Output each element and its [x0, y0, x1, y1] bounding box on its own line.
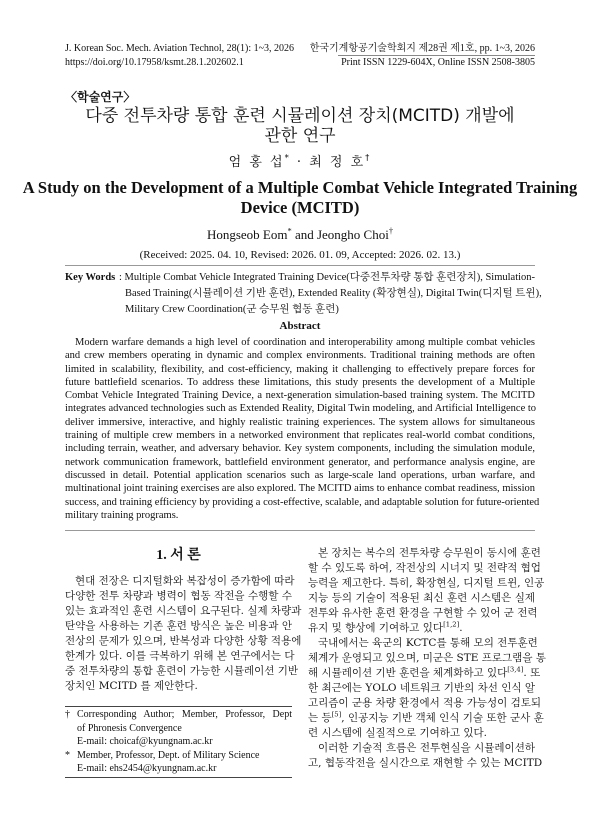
body-text: 있는 효과적인 훈련 시스템이 요구된다. 실제 차량과 — [65, 605, 302, 617]
footnote-mark: † — [65, 709, 70, 720]
body-text: 본 장치는 복수의 전투차량 승무원이 동시에 훈련 — [318, 547, 541, 559]
author-mark: † — [365, 152, 372, 163]
body-text: 지능 등의 기술이 적용된 최신 훈련 시스템은 실제 — [308, 592, 535, 604]
body-text: , 인공지능 기반 객체 인식 기술 또한 군사 훈 — [341, 712, 544, 724]
footnote — [65, 708, 292, 749]
keyword-line: Military Crew Coordination(군 승무원 협동 훈련) — [125, 304, 339, 315]
author-mark: † — [388, 225, 394, 236]
body-line — [308, 651, 546, 666]
body-line — [308, 681, 535, 696]
footnote-mark: * — [65, 749, 70, 761]
body-text: 고, 협동작전을 실시간으로 재현할 수 있는 MCITD — [308, 757, 543, 769]
body-text: 장치인 MCITD 를 제안한다. — [65, 680, 198, 692]
body-line — [308, 576, 545, 591]
author-ko: 최 정 호 — [309, 155, 366, 170]
abstract-line: including terrain, weather, and adversary behavior. Key system components, including the simulation module, — [65, 443, 535, 455]
title-en-line: A Study on the Development of a Multiple Combat Vehicle Integrated Training — [22, 178, 578, 197]
body-text: 한 최근에는 YOLO 네트워크 기반의 차선 인식 알 — [308, 682, 535, 694]
abstract-line: success, and training efficiency by providing a cost-effective, scalable, and adaptable solution for future-oriented — [65, 496, 540, 508]
body-text: 는 등 — [308, 712, 332, 724]
abstract-line: training of multiple crew members in a networked environment that replicates real-world combat conditions, — [65, 430, 535, 442]
issn: Print ISSN 1229-604X, Online ISSN 2508-3805 — [341, 57, 535, 68]
citation: [5] — [331, 710, 342, 719]
title-ko — [0, 106, 600, 146]
author-ko: 엄 홍 섭 — [228, 155, 285, 170]
article-dates: (Received: 2025. 04. 10, Revised: 2026. 01. 09, Accepted: 2026. 02. 13.) — [139, 249, 461, 261]
body-line — [65, 634, 302, 649]
body-text: 능력을 제고한다. 특히, 확장현실, 디지털 트윈, 인공 — [308, 577, 545, 589]
title-en — [0, 178, 600, 218]
body-line — [65, 664, 299, 679]
body-line — [65, 679, 292, 694]
section-heading: 1. 서 론 — [156, 548, 201, 563]
body-text: 탄약을 사용하는 기존 훈련 방식은 높은 비용과 안 — [65, 620, 292, 632]
author-mark: * — [284, 152, 291, 163]
body-text: 유지 및 향상에 기여하고 있다 — [308, 622, 444, 634]
body-text: 국내에서는 육군의 KCTC를 통해 모의 전투훈련 — [318, 637, 538, 649]
body-text: 이러한 기술적 흐름은 전투현실을 시뮬레이션하 — [318, 742, 535, 754]
author-separator: · — [290, 155, 310, 170]
footnote — [65, 749, 292, 776]
body-line — [308, 621, 535, 636]
authors-ko — [0, 151, 600, 170]
abstract-heading: Abstract — [279, 320, 321, 332]
body-text: 현대 전장은 디지털화와 복잡성이 증가함에 따라 — [75, 575, 295, 587]
body-line — [308, 726, 535, 741]
body-text: 중 전투차량의 통합 훈련이 가능한 시뮬레이션 기반 — [65, 665, 299, 677]
body-line — [308, 561, 541, 576]
body-text: 전상의 문제가 있으며, 반복성과 다양한 상황 적용에 — [65, 635, 302, 647]
author-en: Hongseob Eom — [206, 227, 288, 242]
body-line — [308, 591, 535, 606]
body-line — [308, 546, 541, 561]
keywords-label: Key Words — [65, 272, 116, 283]
keywords — [65, 270, 542, 318]
author-mark: * — [287, 225, 292, 236]
body-line — [65, 574, 295, 589]
abstract-line: discussed in detail. Potential application scenarios such as large-scale land operations, urban warfare, and — [65, 469, 535, 481]
title-ko-line: 관한 연구 — [264, 126, 336, 146]
footnote-line: Corresponding Author; Member, Professor, Dept — [77, 709, 292, 720]
footnote-top-rule — [65, 706, 292, 707]
citation: [1,2] — [443, 620, 460, 629]
author-en: Jeongho Choi — [316, 227, 389, 242]
abstract-line: future battlefield scenarios. To address these limitations, this study presents the development of a Multiple — [65, 376, 535, 388]
abstract-line: multinational joint training exercises are also explored. The MCITD aims to enhance combat readiness, mission — [65, 483, 535, 495]
citation: [3,4] — [507, 665, 524, 674]
left-column — [65, 574, 302, 694]
abstract-line: Combat Vehicle Integrated Training Device, a next-generation simulation-based training system. The MCITD — [65, 390, 535, 402]
journal-citation-en: J. Korean Soc. Mech. Aviation Technol, 28(1): 1~3, 2026 — [65, 43, 295, 54]
abstract-line: and crew members operating in dynamic and complex environments. Traditional training methods are often — [65, 350, 535, 362]
body-text: . — [459, 622, 463, 634]
body-text: 체계가 운영되고 있으며, 미군은 STE 프로그램을 통 — [308, 652, 546, 664]
keywords-text — [119, 270, 542, 318]
body-text: . 또 — [523, 667, 541, 679]
body-line — [65, 619, 292, 634]
title-en-line: Device (MCITD) — [240, 198, 360, 217]
footnote-line: E-mail: ehs2454@kyungnam.ac.kr — [77, 763, 217, 775]
body-text: 련 시스템에 실질적으로 기여하고 있다. — [308, 727, 487, 739]
body-line — [65, 649, 295, 664]
footnote-line: Member, Professor, Dept. of Military Science — [77, 749, 260, 761]
authors-en — [0, 227, 600, 243]
keyword-line: Based Training(시뮬레이션 기반 훈련), Extended Reality (확장현실), Digital Twin(디지털 트윈), — [125, 288, 542, 299]
right-column — [308, 546, 546, 771]
title-ko-line: 다중 전투차량 통합 훈련 시뮬레이션 장치(MCITD) 개발에 — [85, 106, 515, 126]
body-text: 할 수 있도록 하여, 작전상의 시너지 및 전략적 협업 — [308, 562, 541, 574]
footnote-line: E-mail: choicaf@kyungnam.ac.kr — [77, 736, 213, 748]
body-line — [308, 756, 543, 771]
body-line — [65, 604, 302, 619]
keywords-top-rule — [65, 265, 535, 266]
abstract-line: integrates advanced technologies such as Extended Reality, Digital Twin modeling, and Artificial Intelligence to — [65, 403, 537, 415]
footnotes — [65, 708, 292, 776]
body-text: 전투와 유사한 훈련 환경을 구현할 수 있어 군 전력 — [308, 607, 538, 619]
doi-link[interactable]: https://doi.org/10.17958/ksmt.28.1.202602.1 — [65, 57, 244, 68]
body-line — [308, 636, 538, 651]
article-category: 〈학술연구〉 — [65, 90, 136, 104]
body-text: 다양한 전투 차량과 병력이 협동 작전을 수행할 수 — [65, 590, 292, 602]
footnote-bottom-rule — [65, 777, 292, 778]
abstract-body — [65, 336, 540, 522]
keyword-line: : Multiple Combat Vehicle Integrated Training Device(다중전투차량 통합 훈련장치), Simulation- — [119, 272, 536, 283]
body-line — [308, 741, 535, 756]
footnote-line: of Phronesis Convergence — [77, 722, 182, 734]
author-conjunction: and — [291, 227, 317, 242]
body-text: 해 시뮬레이션 기반 훈련을 체계화하고 있다 — [308, 667, 508, 679]
body-line — [308, 665, 541, 681]
body-text: 고리즘이 군용 차량 환경에서 적용 가능성이 검토되 — [308, 697, 542, 709]
body-line — [65, 589, 292, 604]
abstract-line: limited in scalability, flexibility, and cost-efficiency, making it challenging to effectively prepare forces for — [65, 363, 535, 375]
body-text: 한계가 있다. 이를 극복하기 위해 본 연구에서는 다 — [65, 650, 295, 662]
body-line — [308, 710, 544, 726]
body-line — [308, 606, 538, 621]
abstract-line: deliver immersive, interactive, and highly realistic training experiences. The system allows for simultaneous — [65, 416, 535, 428]
body-line — [308, 696, 542, 711]
abstract-line: Modern warfare demands a high level of coordination and interoperability among multiple combat vehicles — [75, 337, 535, 348]
abstract-line: network communication framework, battlefield environment generator, and performance analysis engine, are — [65, 456, 535, 468]
journal-citation-ko: 한국기계항공기술학회지 제28권 제1호, pp. 1~3, 2026 — [309, 43, 535, 54]
abstract-line: military training programs. — [65, 509, 179, 521]
abstract-bottom-rule — [65, 530, 535, 531]
